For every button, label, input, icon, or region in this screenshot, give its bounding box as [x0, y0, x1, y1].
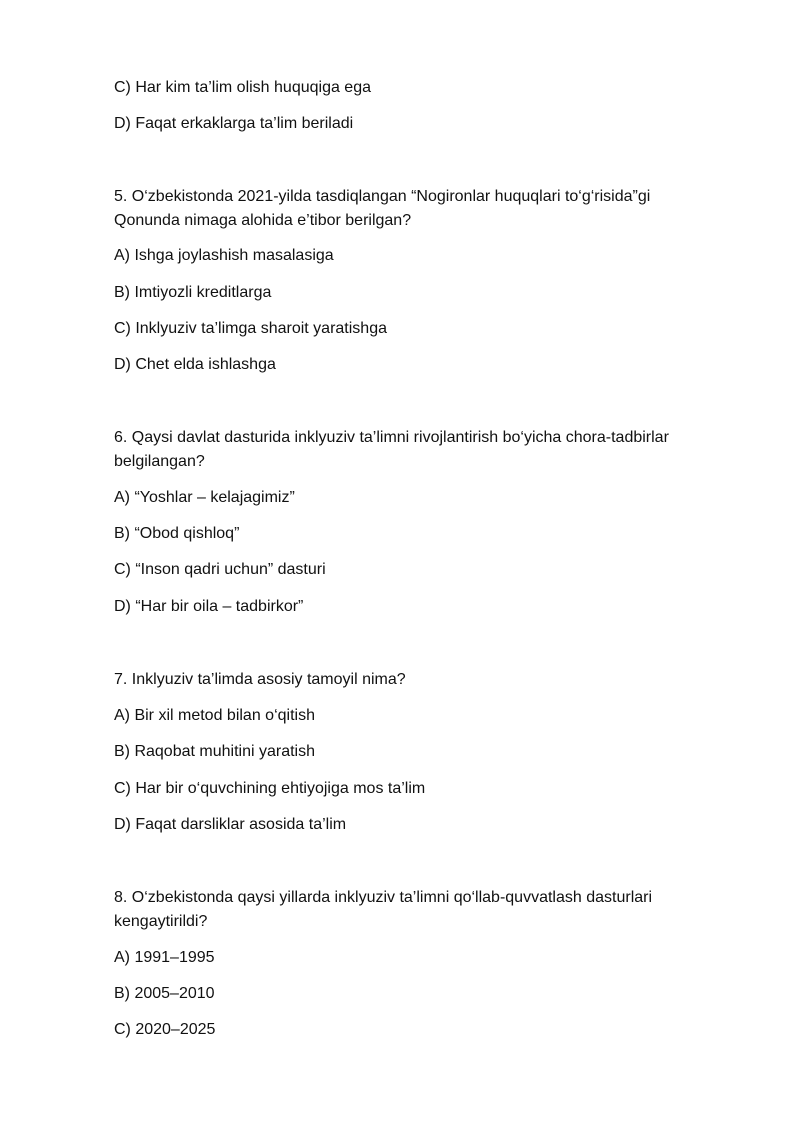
- question-text-line-1: 6. Qaysi davlat dasturida inklyuziv ta’limni rivojlantirish bo‘yicha chora-tadbirlar: [114, 429, 669, 446]
- option-b: B) Imtiyozli kreditlarga: [114, 284, 272, 301]
- option-c: C) Har bir o‘quvchining ehtiyojiga mos ta’lim: [114, 780, 426, 797]
- option-c: C) Inklyuziv ta’limga sharoit yaratishga: [114, 320, 387, 337]
- option-a: A) 1991–1995: [114, 949, 215, 966]
- question-text-line-1: 5. O‘zbekistonda 2021-yilda tasdiqlangan “Nogironlar huquqlari to‘g‘risida”gi: [114, 188, 651, 205]
- option-b: B) “Obod qishloq”: [114, 525, 240, 542]
- question-text-line-1: 7. Inklyuziv ta’limda asosiy tamoyil nima?: [114, 671, 406, 688]
- option-a: A) Bir xil metod bilan o‘qitish: [114, 707, 315, 724]
- option-c: C) “Inson qadri uchun” dasturi: [114, 561, 326, 578]
- option-b: B) Raqobat muhitini yaratish: [114, 743, 315, 760]
- question-text-line-1: 8. O‘zbekistonda qaysi yillarda inklyuziv ta’limni qo‘llab-quvvatlash dasturlari: [114, 889, 653, 906]
- option-d: D) Chet elda ishlashga: [114, 356, 276, 373]
- option-a: A) Ishga joylashish masalasiga: [114, 247, 334, 264]
- question-text-line-2: Qonunda nimaga alohida e’tibor berilgan?: [114, 212, 412, 229]
- question-text-line-2: kengaytirildi?: [114, 913, 208, 930]
- option-d: D) Faqat erkaklarga ta’lim beriladi: [114, 115, 354, 132]
- option-d: D) Faqat darsliklar asosida ta’lim: [114, 816, 347, 833]
- option-d: D) “Har bir oila – tadbirkor”: [114, 598, 304, 615]
- option-b: B) 2005–2010: [114, 985, 215, 1002]
- option-a: A) “Yoshlar – kelajagimiz”: [114, 489, 295, 506]
- question-text-line-2: belgilangan?: [114, 453, 205, 470]
- option-c: C) 2020–2025: [114, 1021, 216, 1038]
- option-c: C) Har kim ta’lim olish huquqiga ega: [114, 79, 371, 96]
